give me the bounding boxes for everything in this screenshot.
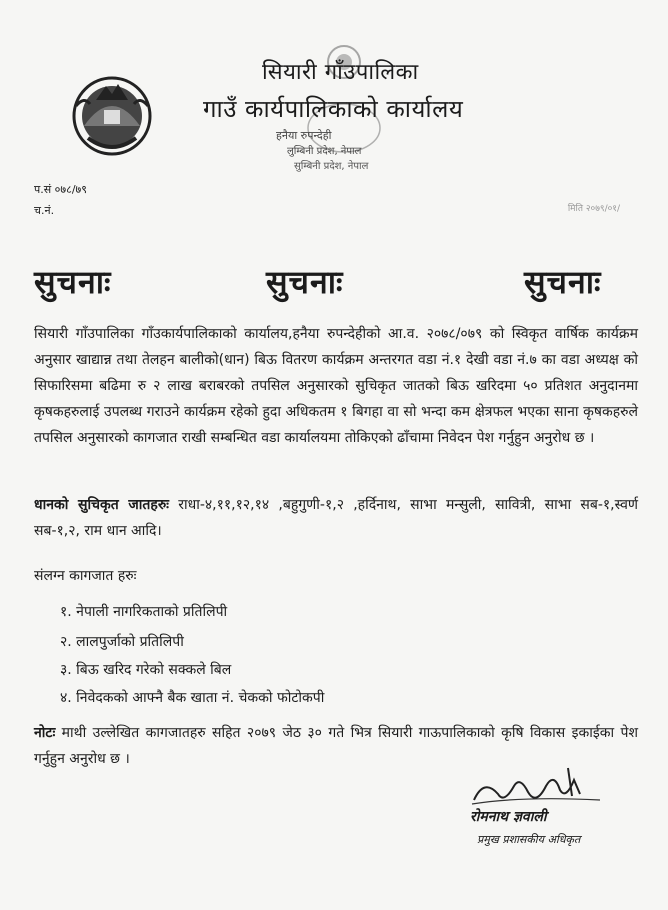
signatory-title: प्रमुख प्रशासकीय अधिकृत (477, 833, 581, 846)
notice-title-center: सुचनाः (266, 263, 344, 301)
notice-paragraph: सियारी गाँउपालिका गाँउकार्यपालिकाको कार्यालय,हनैया रुपन्देहीको आ.व. २०७८/०७९ को स्विकृत वार्षिक कार्यक्रम अनुसार खाद्यान्न तथा तेलहन बालीको(धान) बिऊ वितरण कार्यक्रम अन्तरगत वडा नं.१ देखी वडा नं.७ का वडा अध्यक्ष को सिफारिसमा बढिमा रु २ लाख बराबरको तपसिल अनुसारको सुचिकृत जातको बिऊ खरिदमा ५० प्रतिशत अनुदानमा कृषकहरुलाई उपलब्ध गराउने कार्यक्रम रहेको हुदा अधिकतम १ बिगहा वा सो भन्दा कम क्षेत्रफल भएका साना कृषकहरुले तपसिल अनुसारको कागजात राखी सम्बन्धित वडा कार्यालयमा तोकिएको ढाँचामा निवेदन पेश गर्नुहुन अनुरोध छ । (34, 326, 638, 446)
attachment-item: २. लालपुर्जाको प्रतिलिपी (60, 634, 184, 650)
dispatch-number: च.नं. (34, 204, 55, 217)
attached-documents-heading: संलग्न कागजात हरुः (34, 568, 137, 584)
stamp-line-1: हनैया रुपन्देही (276, 129, 332, 142)
rice-varieties-label: धानको सुचिकृत जातहरुः (34, 497, 170, 513)
attachment-item: १. नेपाली नागरिकताको प्रतिलिपी (60, 604, 228, 620)
rice-varieties-list: राधा-४,११,१२,१४ ,बहुगुणी-१,२ ,हर्दिनाथ, साभा मन्सुली, सावित्री, साभा सब-१,स्वर्ण सब-१,२, राम धान आदि। (34, 497, 638, 539)
rice-varieties (34, 492, 638, 544)
notice-date: मिति २०७९/०१/ (567, 204, 620, 214)
reference-number: प.सं ०७८/७९ (34, 183, 87, 196)
office-name: गाउँ कार्यपालिकाको कार्यालय (203, 95, 464, 123)
nepal-emblem-icon (66, 66, 158, 158)
notice-title-left: सुचनाः (34, 263, 112, 301)
notice-title-right: सुचनाः (524, 263, 602, 301)
stamp-line-2: लुम्बिनी प्रदेश, नेपाल (287, 146, 362, 157)
office-address: सुम्बिनी प्रदेश, नेपाल (294, 161, 369, 172)
note-label: नोटः (34, 725, 56, 741)
signatory-name: रोमनाथ ज्ञवाली (470, 809, 547, 825)
note-text: माथी उल्लेखित कागजातहरु सहित २०७९ जेठ ३० गते भित्र सियारी गाऊपालिकाको कृषि विकास इकाईका पेश गर्नुहुन अनुरोध छ । (34, 725, 638, 767)
attachment-item: ३. बिऊ खरिद गरेको सक्कले बिल (60, 662, 232, 678)
municipality-name: सियारी गाँउपालिका (262, 60, 419, 85)
attachment-item: ४. निवेदकको आफ्नै बैक खाता नं. चेकको फोटोकपी (60, 690, 325, 706)
